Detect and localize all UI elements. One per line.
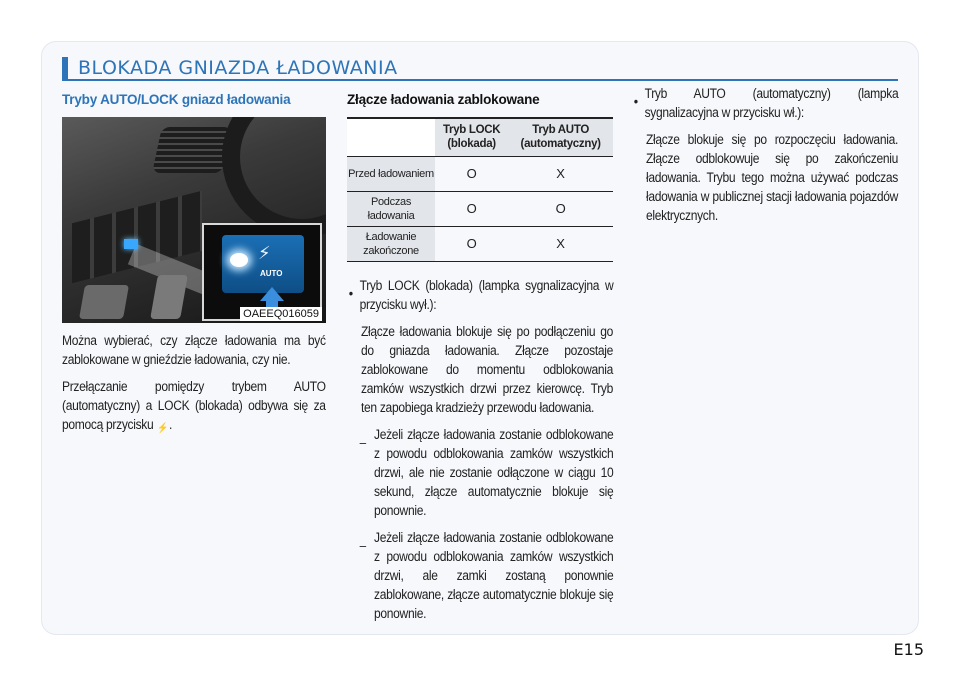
row-label: Przed ładowaniem: [347, 156, 435, 191]
charge-plug-icon: ⚡: [258, 243, 271, 264]
lock-mode-description: Złącze ładowania blokuje się po podłączeniu go do gniazda ładowania. Złącze pozostaje zablokowane do momentu odblokowania zamków wszystkich drzwi przez kierowcę. Tryb ten zapobiega kradzieży przewodu ładowania.: [361, 323, 613, 415]
page-number: E15: [893, 640, 924, 659]
col-header-lock: Tryb LOCK (blokada): [435, 118, 508, 156]
dash-item-2: [347, 528, 613, 623]
middle-heading: Złącze ładowania zablokowane: [347, 92, 540, 107]
cell-auto: O: [508, 191, 613, 226]
dash-item-1-text: Jeżeli złącze ładowania zostanie odblokowane z powodu odblokowania zamków wszystkich drzwi, ale nie zostanie odłączone w ciągu 10 sekund, złącze automatycznie blokuje się ponownie.: [374, 426, 614, 518]
cell-lock: O: [435, 226, 508, 261]
table-row: [347, 156, 613, 191]
col-header-auto: Tryb AUTO (automatyczny): [508, 118, 613, 156]
charge-button-icon: ⚡: [157, 423, 169, 434]
cell-auto: X: [508, 156, 613, 191]
button-auto-label: AUTO: [260, 269, 283, 278]
section-bar: [62, 57, 68, 79]
brake-pedal: [79, 285, 129, 319]
lock-status-table: [347, 117, 613, 262]
left-heading: Tryby AUTO/LOCK gniazd ładowania: [62, 92, 291, 107]
section-header: [62, 55, 898, 81]
row-label: Ładowanie zakończone: [347, 226, 435, 261]
button-lamp-icon: [230, 253, 248, 267]
dash-mark: –: [359, 434, 366, 450]
right-column: [632, 86, 899, 225]
table-corner: [347, 118, 435, 156]
left-para-2-end: .: [169, 417, 173, 432]
row-label: Podczas ładowania: [347, 191, 435, 226]
middle-column: [347, 92, 613, 623]
cell-auto: X: [508, 226, 613, 261]
left-column: [62, 92, 326, 434]
dash-item-2-text: Jeżeli złącze ładowania zostanie odblokowane z powodu odblokowania zamków wszystkich drzwi, ale zamki zostaną ponownie zablokowane, złącze automatycznie blokuje się ponownie.: [374, 529, 614, 621]
bullet-auto-mode: • Tryb AUTO (automatyczny) (lampka sygnalizacyjna w przycisku wł.):: [632, 84, 898, 122]
left-para-2: [62, 377, 326, 434]
dashboard-figure: [62, 117, 326, 323]
cell-lock: O: [435, 156, 508, 191]
arrow-up-icon: [260, 287, 284, 301]
air-vent: [152, 127, 232, 173]
table-header-row: [347, 118, 613, 156]
dash-item-1: [347, 425, 613, 520]
table-row: [347, 191, 613, 226]
indicator-led: [124, 239, 138, 249]
cell-lock: O: [435, 191, 508, 226]
table-row: [347, 226, 613, 261]
auto-mode-description: Złącze blokuje się po rozpoczęciu ładowania. Złącze odblokowuje się po zakończeniu ładowania. Trybu tego można używać podczas ładowania w publicznej stacji ładowania pojazdów elektrycznych.: [646, 132, 898, 223]
dash-mark: –: [359, 537, 366, 553]
bullet-lock-mode: • Tryb LOCK (blokada) (lampka sygnalizacyjna w przycisku wył.):: [347, 276, 613, 314]
left-para-2-text: Przełączanie pomiędzy trybem AUTO (automatyczny) a LOCK (blokada) odbywa się za pomocą przycisku: [62, 379, 326, 432]
figure-code: OAEEQ016059: [240, 307, 322, 321]
left-para-1: Można wybierać, czy złącze ładowania ma być zablokowane w gnieździe ładowania, czy nie.: [62, 333, 326, 367]
section-title: BLOKADA GNIAZDA ŁADOWANIA: [78, 57, 398, 79]
